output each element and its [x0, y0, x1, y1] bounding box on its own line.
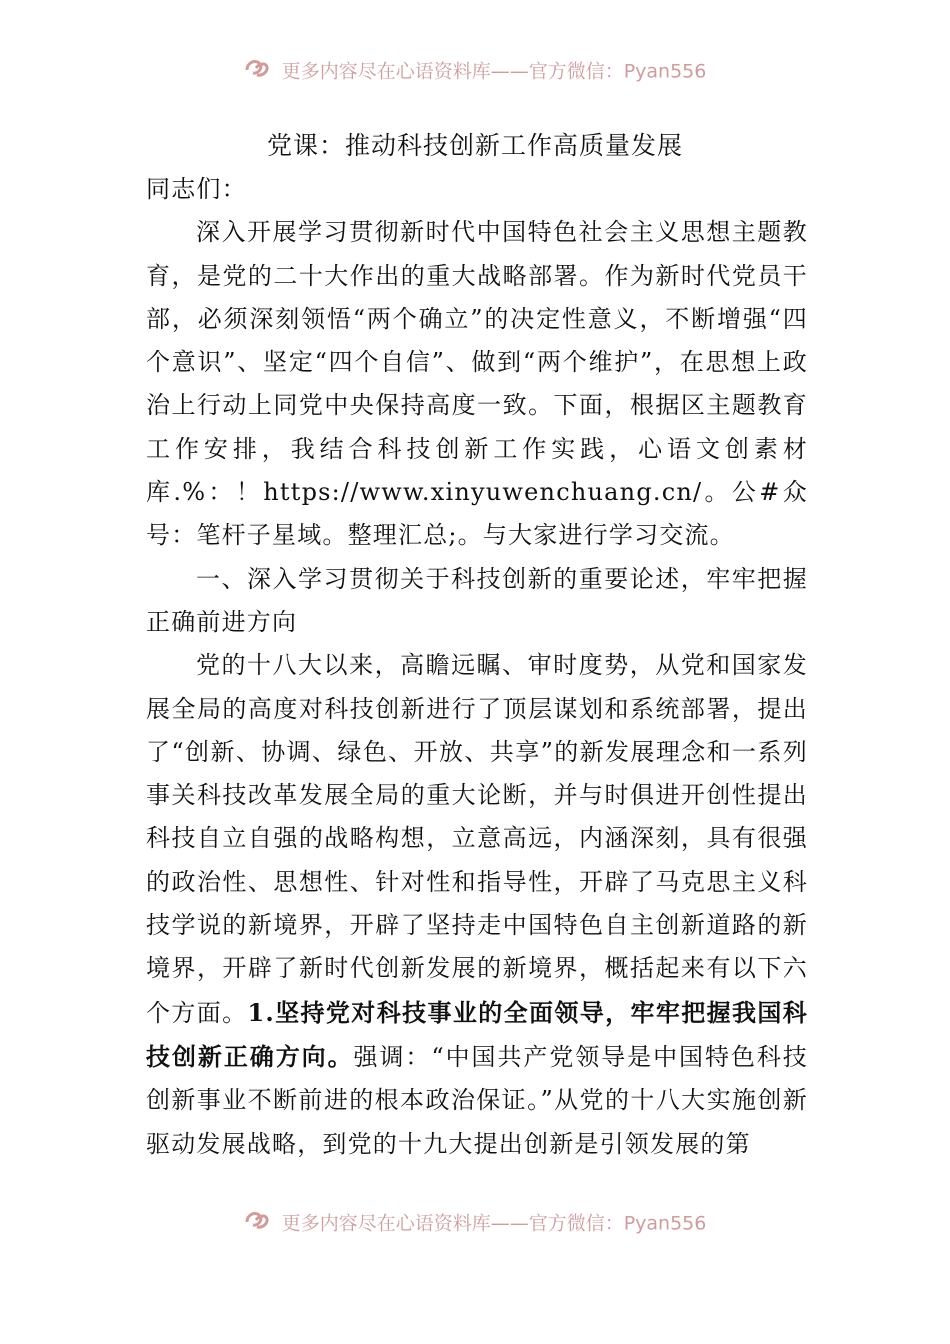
salutation: 同志们：	[146, 175, 247, 203]
paragraph-intro: 深入开展学习贯彻新时代中国特色社会主义思想主题教育，是党的二十大作出的重大战略部署。作为新时代党员干部，必须深刻领悟“两个确立”的决定性意义，不断增强“四个意识”、坚定“四个自信”、做到“两个维护”，在思想上政治上行动上同党中央保持高度一致。下面，根据区主题教育工作安排，我结合科技创新工作实践，心语文创素材库.%：！https://www.xinyuwenchuang.cn/。公#众号：笔杆子星域。整理汇总;。与大家进行学习交流。	[146, 218, 808, 550]
section-heading-1: 一、深入学习贯彻关于科技创新的重要论述，牢牢把握正确前进方向	[146, 564, 808, 636]
page-title: 党课：推动科技创新工作高质量发展	[266, 131, 683, 160]
paragraph-text: 党的十八大以来，高瞻远瞩、审时度势，从党和国家发展全局的高度对科技创新进行了顶层谋划和系统部署，提出了“创新、协调、绿色、开放、共享”的新发展理念和一系列事关科技改革发展全局的重大论断，并与时俱进开创性提出科技自立自强的战略构想，立意高远，内涵深刻，具有很强的政治性、思想性、针对性和指导性，开辟了马克思主义科技学说的新境界，开辟了坚持走中国特色自主创新道路的新境界，开辟了新时代创新发展的新境界，概括起来有以下六个方面。	[146, 651, 808, 1027]
document-body	[146, 168, 808, 1166]
paragraph-section-1	[146, 644, 808, 1166]
logo-icon	[244, 56, 270, 86]
paragraph-text-continued: 强调：“中国共产党领导是中国特色科技创新事业不断前进的根本政治保证。”从党的十八大实施创新驱动发展战略，到党的十九大提出创新是引领发展的第	[146, 1042, 808, 1158]
logo-icon	[244, 1208, 270, 1238]
bold-point-1: 1.坚持党对科技事业的全面领导，牢牢把握我国科技创新正确方向。	[146, 997, 808, 1071]
watermark-text: 更多内容尽在心语资料库——官方微信：Pyan556	[281, 60, 707, 83]
watermark-bottom	[0, 1208, 950, 1238]
watermark-text: 更多内容尽在心语资料库——官方微信：Pyan556	[281, 1212, 707, 1235]
watermark-top	[0, 56, 950, 86]
